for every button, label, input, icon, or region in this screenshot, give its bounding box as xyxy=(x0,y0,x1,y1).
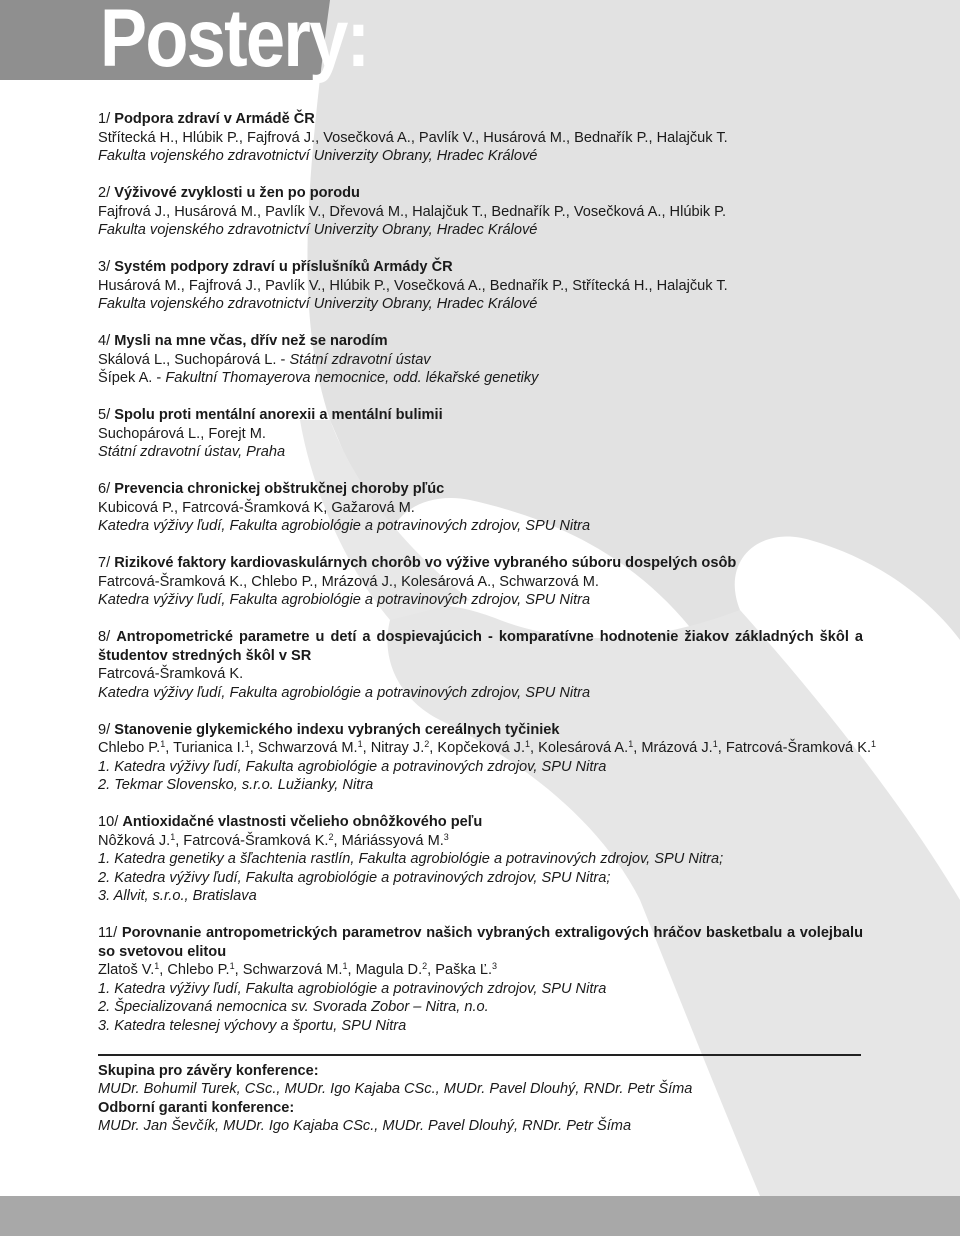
poster-authors xyxy=(98,739,877,758)
affiliation-text: 2. Špecializovaná nemocnica sv. Svorada Zobor – Nitra, n.o. xyxy=(98,999,489,1015)
poster-title xyxy=(98,924,863,961)
poster-authors xyxy=(98,832,863,851)
poster-title xyxy=(98,480,863,499)
poster-affiliation xyxy=(98,517,863,536)
affiliation-marker: 1 xyxy=(154,961,160,971)
poster-title xyxy=(98,110,863,129)
author-text: Šípek A. - xyxy=(98,370,166,386)
poster-authors xyxy=(98,573,863,592)
poster-affiliation xyxy=(98,980,863,999)
affiliation-marker: 1 xyxy=(357,739,363,749)
poster-number: 7/ xyxy=(98,555,115,571)
affiliation-marker: 1 xyxy=(712,739,718,749)
poster-title-text: Podpora zdraví v Armádě ČR xyxy=(114,111,315,127)
conclusions-heading: Skupina pro závěry konference: xyxy=(98,1062,319,1079)
poster-number: 9/ xyxy=(98,721,115,738)
poster-list xyxy=(98,110,877,1136)
poster-number: 2/ xyxy=(98,185,115,201)
affiliation-text: Fakultní Thomayerova nemocnice, odd. lékařské genetiky xyxy=(165,370,539,386)
poster-affiliation xyxy=(98,147,863,166)
poster-title-text: Antioxidačné vlastnosti včelieho obnôžkového peľu xyxy=(122,814,483,830)
poster-title xyxy=(98,332,863,351)
poster-number: 3/ xyxy=(98,259,115,275)
affiliation-marker: 1 xyxy=(229,961,235,971)
affiliation-marker: 1 xyxy=(525,739,531,749)
poster-affiliation xyxy=(98,295,863,314)
poster-affiliation xyxy=(98,221,863,240)
poster-title xyxy=(98,554,863,573)
poster-authors xyxy=(98,665,863,684)
affiliation-text: Katedra výživy ľudí, Fakulta agrobiológie a potravinových zdrojov, SPU Nitra xyxy=(98,518,591,534)
affiliation-text: Katedra výživy ľudí, Fakulta agrobiológie a potravinových zdrojov, SPU Nitra xyxy=(98,592,591,608)
author-text: , Fatrcová-Šramková K. xyxy=(175,832,329,849)
poster-entry xyxy=(98,813,863,906)
affiliation-marker: 2 xyxy=(424,739,430,749)
poster-title xyxy=(98,406,863,425)
poster-affiliation xyxy=(98,887,863,906)
author-text: , Nitray J. xyxy=(362,740,425,756)
affiliation-marker: 3 xyxy=(443,831,449,842)
affiliation-text: Katedra výživy ľudí, Fakulta agrobiológie a potravinových zdrojov, SPU Nitra xyxy=(98,684,591,701)
poster-authors xyxy=(98,351,863,370)
author-text: Skálová L., Suchopárová L. - xyxy=(98,351,290,368)
poster-title-text: Spolu proti mentální anorexii a mentální bulimii xyxy=(114,407,443,423)
affiliation-text: 3. Allvit, s.r.o., Bratislava xyxy=(98,888,257,904)
poster-entry xyxy=(98,628,863,702)
poster-authors xyxy=(98,961,863,980)
author-text: , Turianica I. xyxy=(165,740,245,756)
conclusions-members: MUDr. Bohumil Turek, CSc., MUDr. Igo Kajaba CSc., MUDr. Pavel Dlouhý, RNDr. Petr Šíma xyxy=(98,1081,693,1097)
poster-title xyxy=(98,258,863,277)
poster-title-text: Stanovenie glykemického indexu vybraných cereálnych tyčiniek xyxy=(114,721,560,738)
poster-authors xyxy=(98,425,863,444)
poster-entry xyxy=(98,480,863,536)
section-divider xyxy=(98,1054,861,1056)
poster-affiliation xyxy=(98,684,863,703)
author-text: , Schwarzová M. xyxy=(249,740,358,756)
page-title: Postery: xyxy=(100,0,369,84)
poster-title xyxy=(98,184,863,203)
poster-number: 10/ xyxy=(98,814,123,830)
affiliation-marker: 1 xyxy=(244,739,250,749)
author-text: Fajfrová J., Husárová M., Pavlík V., Dřevová M., Halajčuk T., Bednařík P., Vosečková A., Hlúbik P. xyxy=(98,203,727,220)
poster-affiliation xyxy=(98,869,863,888)
author-text: Kubicová P., Fatrcová-Šramková K, Gažarová M. xyxy=(98,499,415,516)
author-text: Husárová M., Fajfrová J., Pavlík V., Hlúbik P., Vosečková A., Bednařík P., Střítecká H., Halajčuk T. xyxy=(98,277,728,294)
poster-title xyxy=(98,628,863,665)
affiliation-marker: 1 xyxy=(160,739,166,749)
author-text: Suchopárová L., Forejt M. xyxy=(98,425,266,442)
poster-authors xyxy=(98,369,863,388)
poster-affiliation xyxy=(98,776,863,795)
affiliation-text: Fakulta vojenského zdravotnictví Univerzity Obrany, Hradec Králové xyxy=(98,222,538,238)
footer-band xyxy=(0,1196,960,1236)
author-text: Zlatoš V. xyxy=(98,962,155,978)
poster-authors xyxy=(98,203,863,222)
affiliation-marker: 1 xyxy=(628,739,634,749)
poster-entry xyxy=(98,554,863,610)
poster-entry xyxy=(98,184,863,240)
poster-entry xyxy=(98,258,863,314)
affiliation-text: 2. Katedra výživy ľudí, Fakulta agrobiológie a potravinových zdrojov, SPU Nitra; xyxy=(98,869,611,886)
affiliation-text: 1. Katedra genetiky a šľachtenia rastlín, Fakulta agrobiológie a potravinových zdrojov, SPU Nitra; xyxy=(98,851,724,867)
affiliation-text: Státní zdravotní ústav xyxy=(289,351,431,368)
poster-title-text: Rizikové faktory kardiovaskulárnych chorôb vo výžive vybraného súboru dospelých osôb xyxy=(114,555,737,571)
poster-affiliation xyxy=(98,758,863,777)
poster-affiliation xyxy=(98,591,863,610)
poster-title-text: Porovnanie antropometrických parametrov našich vybraných extraligových hráčov basketbalu a volejbalu so svetovou elitou xyxy=(98,925,863,960)
author-text: Nôžková J. xyxy=(98,832,171,849)
poster-title xyxy=(98,813,863,832)
affiliation-text: 1. Katedra výživy ľudí, Fakulta agrobiológie a potravinových zdrojov, SPU Nitra xyxy=(98,758,607,775)
poster-title-text: Mysli na mne včas, dřív než se narodím xyxy=(114,333,388,349)
poster-entry xyxy=(98,406,863,462)
poster-affiliation xyxy=(98,998,863,1017)
poster-authors xyxy=(98,129,863,148)
poster-title-text: Prevencia chronickej obštrukčnej choroby pľúc xyxy=(114,481,445,497)
author-text: , Chlebo P. xyxy=(159,962,230,978)
author-text: , Paška Ľ. xyxy=(427,962,493,978)
author-text: Fatrcová-Šramková K. xyxy=(98,666,244,682)
poster-entry xyxy=(98,332,863,388)
author-text: , Mrázová J. xyxy=(633,740,713,756)
author-text: , Máriássyová M. xyxy=(333,832,444,849)
poster-affiliation xyxy=(98,443,863,462)
author-text: , Fatrcová-Šramková K. xyxy=(717,740,871,756)
affiliation-text: 2. Tekmar Slovensko, s.r.o. Lužianky, Nitra xyxy=(98,777,374,793)
poster-authors xyxy=(98,499,863,518)
affiliation-marker: 1 xyxy=(170,831,176,842)
poster-title-text: Antropometrické parametre u detí a dospievajúcich - komparatívne hodnotenie žiakov základných škôl a študentov stredných škôl v SR xyxy=(98,629,863,664)
affiliation-marker: 2 xyxy=(422,961,428,971)
affiliation-marker: 1 xyxy=(871,739,877,749)
author-text: , Kolesárová A. xyxy=(530,740,629,756)
poster-authors xyxy=(98,277,863,296)
affiliation-text: 1. Katedra výživy ľudí, Fakulta agrobiológie a potravinových zdrojov, SPU Nitra xyxy=(98,980,607,997)
affiliation-marker: 3 xyxy=(492,961,498,971)
poster-number: 11/ xyxy=(98,925,122,941)
poster-entry xyxy=(98,110,863,166)
poster-number: 6/ xyxy=(98,481,115,497)
poster-affiliation xyxy=(98,1017,863,1036)
poster-number: 5/ xyxy=(98,407,115,423)
author-text: , Schwarzová M. xyxy=(234,962,343,978)
affiliation-text: 3. Katedra telesnej výchovy a športu, SPU Nitra xyxy=(98,1017,407,1034)
poster-affiliation xyxy=(98,850,863,869)
affiliation-marker: 1 xyxy=(342,961,348,971)
poster-title xyxy=(98,721,863,740)
author-text: Chlebo P. xyxy=(98,740,161,756)
affiliation-text: Fakulta vojenského zdravotnictví Univerzity Obrany, Hradec Králové xyxy=(98,296,538,312)
author-text: Střítecká H., Hlúbik P., Fajfrová J., Vosečková A., Pavlík V., Husárová M., Bednařík P., Halajčuk T. xyxy=(98,129,728,146)
poster-number: 8/ xyxy=(98,629,117,645)
poster-number: 4/ xyxy=(98,333,115,349)
guarantors-members: MUDr. Jan Ševčík, MUDr. Igo Kajaba CSc., MUDr. Pavel Dlouhý, RNDr. Petr Šíma xyxy=(98,1118,632,1134)
poster-entry xyxy=(98,721,877,795)
poster-number: 1/ xyxy=(98,111,115,127)
affiliation-text: Fakulta vojenského zdravotnictví Univerzity Obrany, Hradec Králové xyxy=(98,148,538,164)
affiliation-text: Státní zdravotní ústav, Praha xyxy=(98,444,286,460)
guarantors-heading: Odborní garanti konference: xyxy=(98,1099,295,1116)
affiliation-marker: 2 xyxy=(328,831,334,842)
poster-title-text: Systém podpory zdraví u příslušníků Armády ČR xyxy=(114,259,453,275)
author-text: , Kopčeková J. xyxy=(429,740,526,756)
poster-entry xyxy=(98,924,863,1035)
author-text: , Magula D. xyxy=(347,962,423,978)
author-text: Fatrcová-Šramková K., Chlebo P., Mrázová J., Kolesárová A., Schwarzová M. xyxy=(98,573,599,590)
poster-title-text: Výživové zvyklosti u žen po porodu xyxy=(114,185,360,201)
